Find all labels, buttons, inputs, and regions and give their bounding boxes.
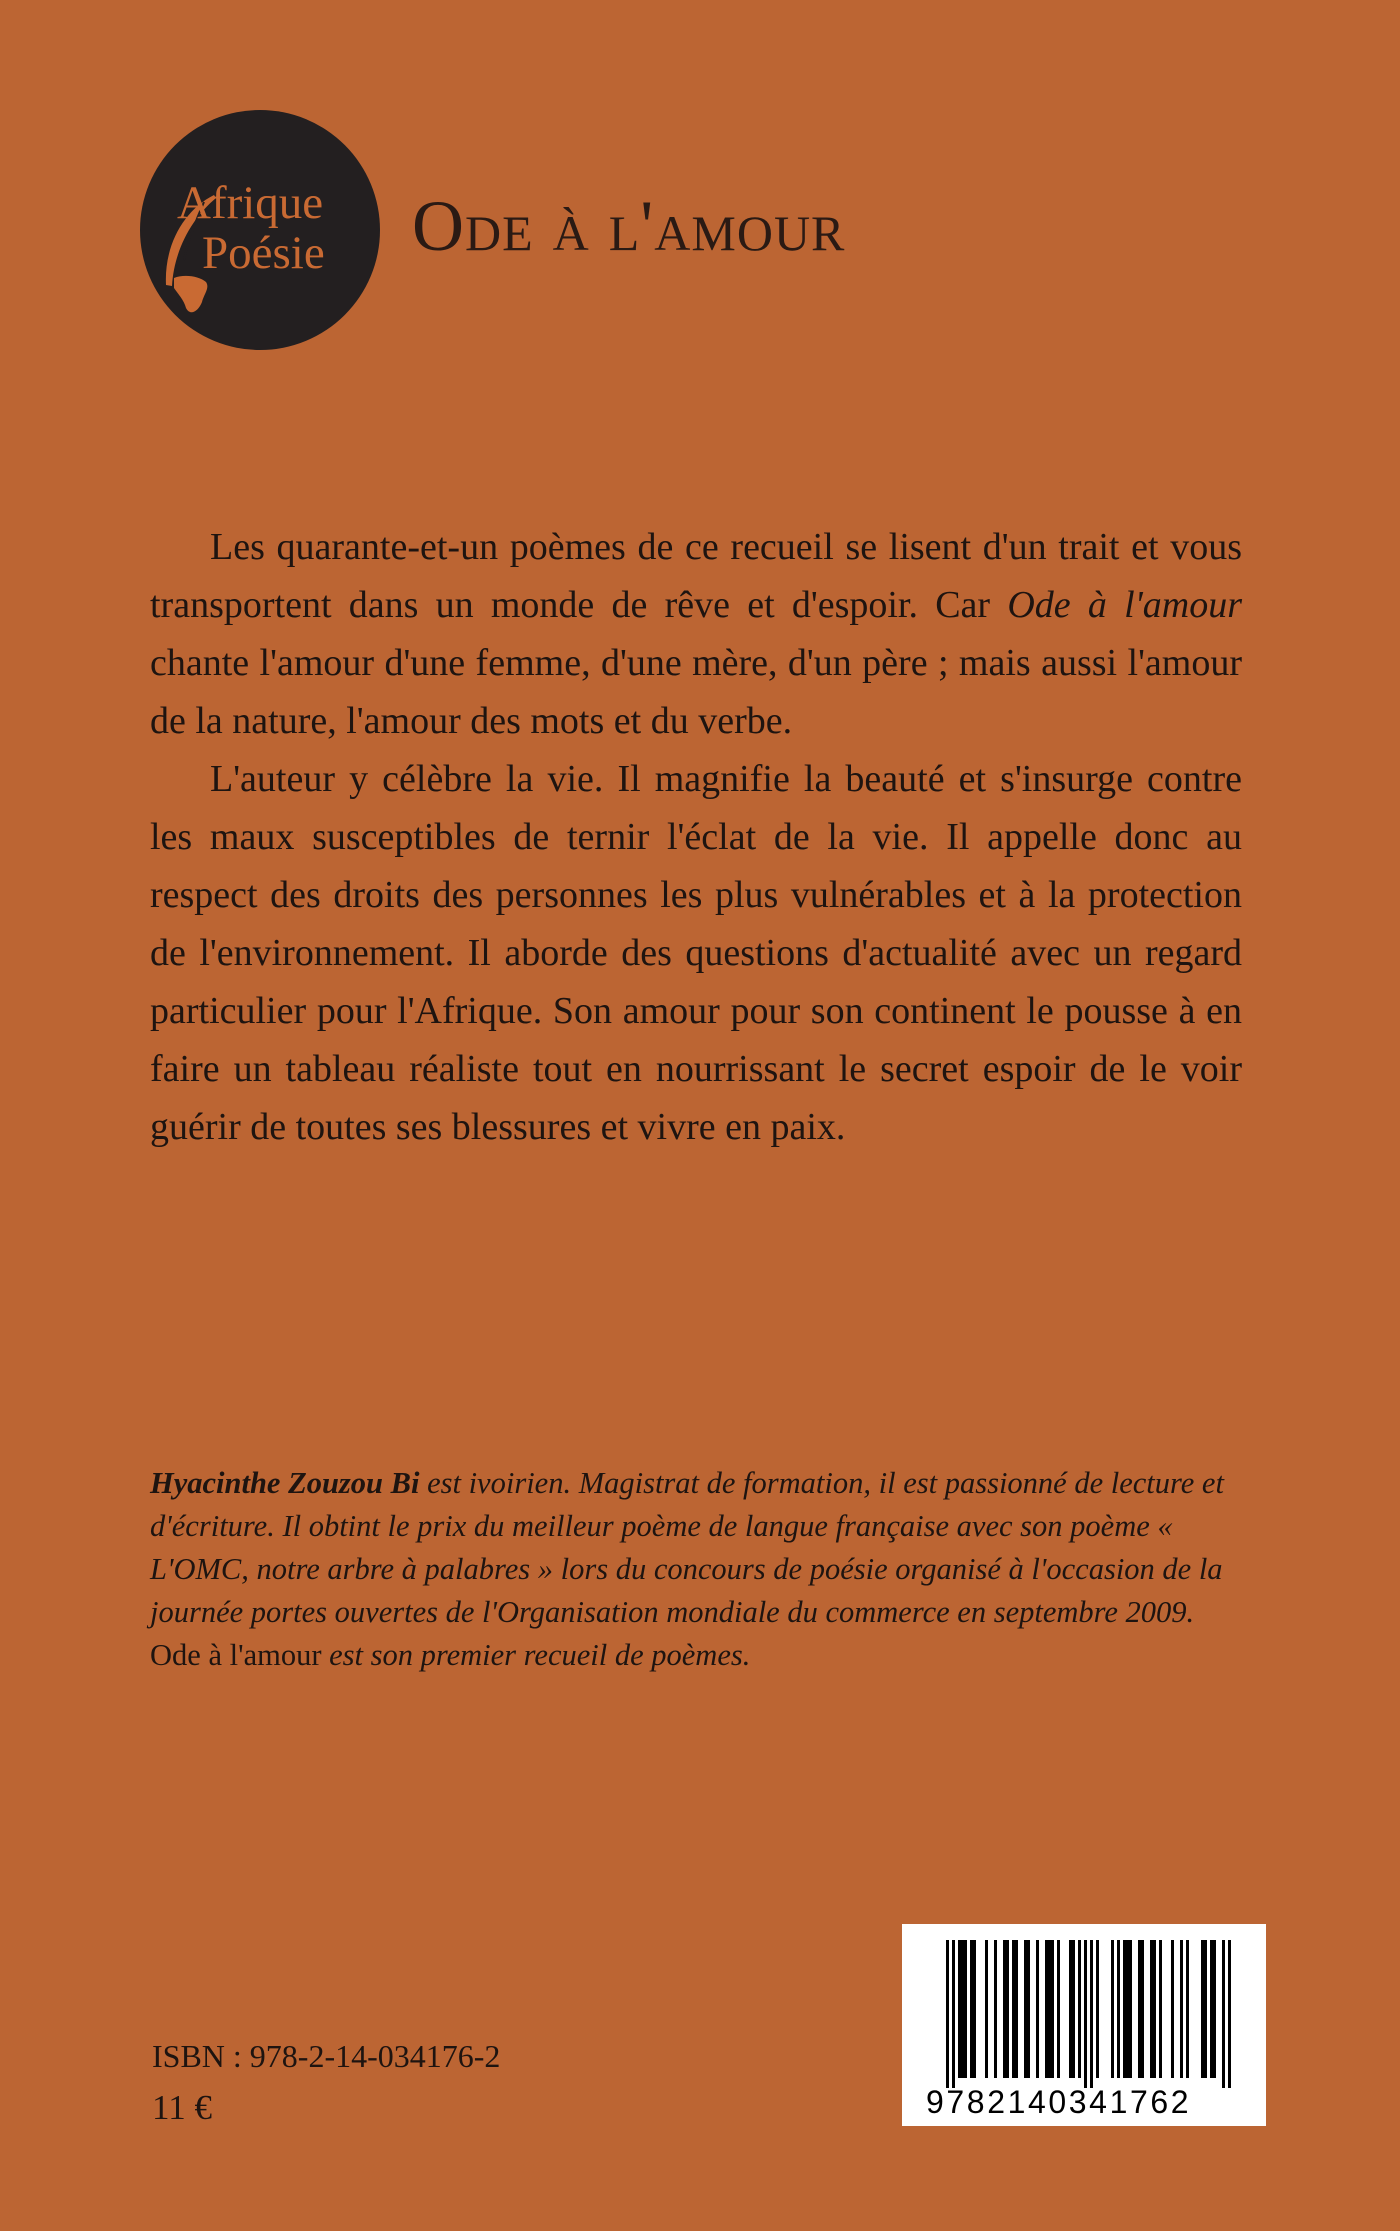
barcode-bar [1159, 1940, 1162, 2078]
barcode-bar [1072, 1940, 1075, 2078]
barcode-bar [1045, 1940, 1048, 2078]
blurb-text: chante l'amour d'une femme, d'une mère, d'un père ; mais aussi l'amour de la nature, l'amour des mots et du verbe. [150, 642, 1242, 742]
barcode-bar [1111, 1940, 1114, 2078]
barcode-bar [1141, 1940, 1144, 2078]
blurb-text: Les quarante-et-un poèmes de ce recueil se lisent d'un trait et vous transportent dans un monde de rêve et d'espoir. Car [150, 526, 1242, 626]
book-title: Ode à l'amour [412, 186, 846, 266]
barcode-bar [1012, 1940, 1015, 2078]
bio-book-title: Ode à l'amour [150, 1638, 322, 1672]
barcode-bar [1096, 1940, 1099, 2078]
barcode-bar [1204, 1940, 1207, 2078]
barcode-bar [1084, 1940, 1087, 2088]
publisher-logo [140, 110, 380, 350]
barcode-bar [1228, 1940, 1231, 2088]
barcode-bar [1069, 1940, 1072, 2078]
barcode-bar [946, 1940, 949, 2088]
barcode-bar [1201, 1940, 1204, 2078]
barcode-bar [970, 1940, 973, 2078]
barcode-bar [1048, 1940, 1051, 2078]
barcode-bar [1129, 1940, 1132, 2078]
barcode-bar [1090, 1940, 1093, 2088]
barcode-bar [1213, 1940, 1216, 2078]
barcode-bars [936, 1940, 1236, 2088]
barcode-bar [1117, 1940, 1120, 2078]
barcode-bar [1015, 1940, 1018, 2078]
barcode-bar [958, 1940, 961, 2078]
barcode-bar [1003, 1940, 1006, 2078]
barcode-bar [1210, 1940, 1213, 2078]
barcode-bar [994, 1940, 997, 2078]
price: 11 € [152, 2088, 212, 2127]
barcode-bar [1051, 1940, 1054, 2078]
logo-text-afrique: Afrique [177, 177, 324, 229]
bio-text-end: est son premier recueil de poèmes. [321, 1638, 751, 1672]
barcode-bar [952, 1940, 955, 2088]
barcode-bar [1123, 1940, 1126, 2078]
barcode-bar [1078, 1940, 1081, 2078]
barcode-bar [973, 1940, 976, 2078]
barcode-bar [1180, 1940, 1183, 2078]
author-bio [150, 1462, 1240, 1677]
blurb-book-title: Ode à l'amour [1007, 584, 1242, 626]
author-name: Hyacinthe Zouzou Bi [150, 1466, 420, 1500]
bio-text: est ivoirien. Magistrat de formation, il est passionné de lecture et d'écriture. Il obtint le prix du meilleur poème de langue française avec son poème « L'OMC, notre arbre à palabres » lors du concours de poésie organisé à l'occasion de la journée portes ouvertes de l'Organisation mondiale du commerce en septembre 2009. [150, 1466, 1224, 1629]
barcode-bar [1027, 1940, 1030, 2078]
barcode-bar [1186, 1940, 1189, 2078]
barcode-bar [1024, 1940, 1027, 2078]
isbn: ISBN : 978-2-14-034176-2 [152, 2038, 501, 2074]
barcode-bar [1036, 1940, 1039, 2078]
blurb-paragraph-2: L'auteur y célèbre la vie. Il magnifie la beauté et s'insurge contre les maux susceptibles de ternir l'éclat de la vie. Il appelle donc au respect des droits des personnes les plus vulnérables et à la protection de l'environnement. Il aborde des questions d'actualité avec un regard particulier pour l'Afrique. Son amour pour son continent le pousse à en faire un tableau réaliste tout en nourrissant le secret espoir de le voir guérir de toutes ses blessures et vivre en paix. [150, 758, 1242, 1148]
barcode-bar [1171, 1940, 1174, 2078]
back-cover-blurb [150, 518, 1242, 1156]
barcode [902, 1924, 1266, 2126]
barcode-bar [1138, 1940, 1141, 2078]
barcode-bar [1057, 1940, 1060, 2078]
barcode-bar [1150, 1940, 1153, 2078]
barcode-bar [1126, 1940, 1129, 2078]
barcode-bar [961, 1940, 964, 2078]
barcode-bar [985, 1940, 988, 2078]
barcode-digits: 9782140341762 [926, 2084, 1192, 2120]
barcode-bar [964, 1940, 967, 2078]
barcode-bar [1222, 1940, 1225, 2088]
barcode-bar [1153, 1940, 1156, 2078]
blurb-paragraph-1 [150, 518, 1242, 750]
barcode-bar [1006, 1940, 1009, 2078]
logo-text-poesie: Poésie [202, 227, 325, 279]
